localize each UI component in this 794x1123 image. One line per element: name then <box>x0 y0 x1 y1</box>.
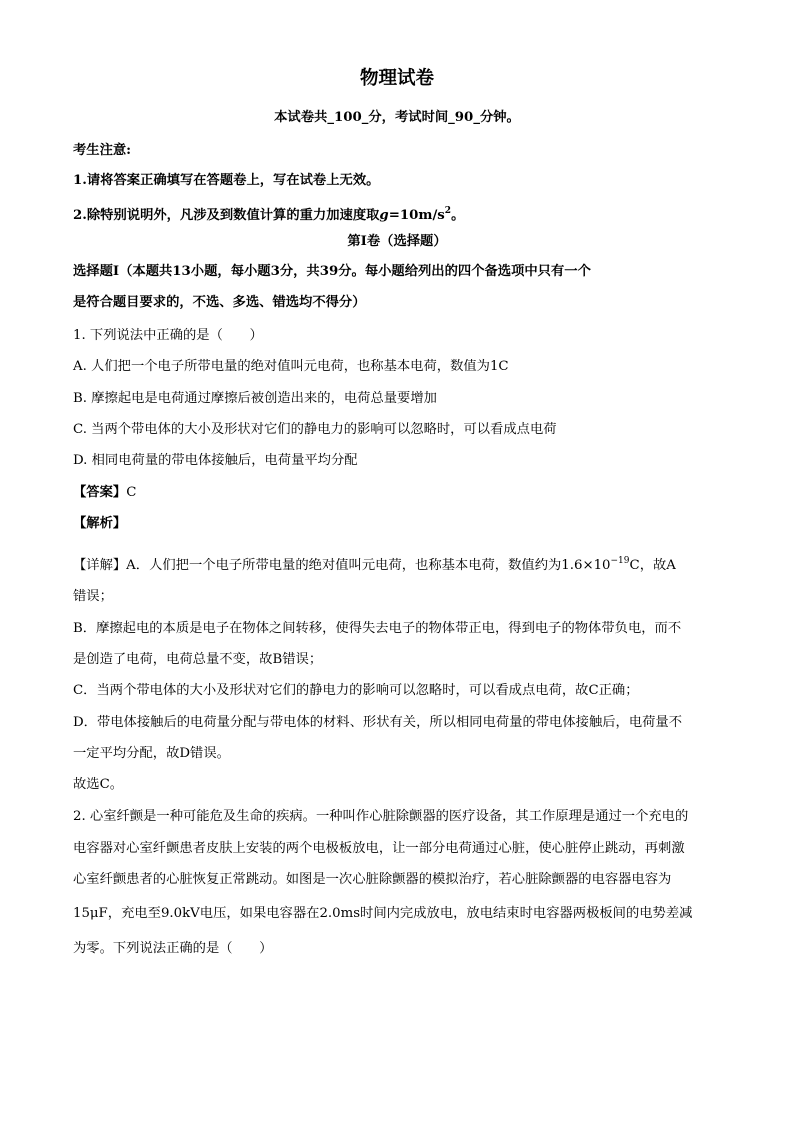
q1-detail-line-5: C．当两个带电体的大小及形状对它们的静电力的影响可以忽略时，可以看成点电荷，故C正确； <box>73 683 639 698</box>
section-title: 第Ⅰ卷（选择题） <box>347 234 447 249</box>
section-instructions-line-2: 是符合题目要求的，不选、多选、错选均不得分） <box>73 295 366 310</box>
q1-detail-line-6: D．带电体接触后的电荷量分配与带电体的材料、形状有关，所以相同电荷量的带电体接触后，电荷量不 <box>73 715 683 730</box>
note-item-2 <box>73 202 734 225</box>
q1-conclusion: 故选C。 <box>73 777 124 792</box>
note-item-2-text: 2.除特别说明外，凡涉及到数值计算的重力加速度取 <box>73 208 380 223</box>
exam-subtitle: 本试卷共_100_分，考试时间_90_分钟。 <box>274 110 520 125</box>
q1-option-b: B. 摩擦起电是电荷通过摩擦后被创造出来的，电荷总量要增加 <box>73 391 437 406</box>
gravity-value: =10m/s <box>388 208 445 223</box>
q1-detail-line-2: 错误； <box>73 589 113 604</box>
q2-line-4: 15μF，充电至9.0kV电压，如果电容器在2.0ms时间内完成放电，放电结束时电容器两极板间的电势差减 <box>73 906 693 921</box>
q1-option-c: C. 当两个带电体的大小及形状对它们的静电力的影响可以忽略时，可以看成点电荷 <box>73 422 557 437</box>
page-title: 物理试卷 <box>359 68 434 89</box>
note-item-2-end: 。 <box>451 208 465 223</box>
answer-tag: 【答案】 <box>73 485 127 500</box>
notes-heading: 考生注意: <box>73 143 132 158</box>
answer-value: C <box>126 485 137 500</box>
q1-detail-line-1 <box>73 552 734 575</box>
elementary-charge-exponent: −19 <box>610 556 630 566</box>
analysis-tag: 【解析】 <box>73 516 127 531</box>
detail-text: 【详解】A．人们把一个电子所带电量的绝对值叫元电荷，也称基本电荷，数值约为 <box>73 558 562 573</box>
section-instructions-line-1: 选择题Ⅰ（本题共13小题，每小题3分，共39分。每小题给列出的四个备选项中只有一个 <box>73 264 591 279</box>
q1-detail-line-4: 是创造了电荷，电荷总量不变，故B错误； <box>73 652 323 667</box>
note-item-1: 1.请将答案正确填写在答题卷上，写在试卷上无效。 <box>73 173 380 188</box>
q1-detail-line-3: B．摩擦起电的本质是电子在物体之间转移，使得失去电子的物体带正电，得到电子的物体带负电，而不 <box>73 621 682 636</box>
q2-line-1: 2. 心室纤颤是一种可能危及生命的疾病。一种叫作心脏除颤器的医疗设备，其工作原理是通过一个充电的 <box>73 809 689 824</box>
gravity-unit-exponent: 2 <box>444 206 452 216</box>
q1-stem: 1. 下列说法中正确的是（ ） <box>73 328 263 343</box>
q1-option-d: D. 相同电荷量的带电体接触后，电荷量平均分配 <box>73 453 358 468</box>
q2-line-2: 电容器对心室纤颤患者皮肤上安装的两个电极板放电，让一部分电荷通过心脏，使心脏停止跳动，再刺激 <box>73 841 685 856</box>
gravity-symbol: g <box>379 208 389 223</box>
detail-text-end: C，故A <box>629 558 676 573</box>
elementary-charge-value: 1.6×10 <box>561 558 611 573</box>
q1-detail-line-7: 一定平均分配，故D错误。 <box>73 746 230 761</box>
q2-line-3: 心室纤颤患者的心脏恢复正常跳动。如图是一次心脏除颤器的模拟治疗，若心脏除颤器的电容器电容为 <box>73 872 672 887</box>
q2-line-5: 为零。下列说法正确的是（ ） <box>73 941 273 956</box>
q1-option-a: A. 人们把一个电子所带电量的绝对值叫元电荷，也称基本电荷，数值为1C <box>73 359 509 374</box>
q1-answer <box>73 484 734 502</box>
